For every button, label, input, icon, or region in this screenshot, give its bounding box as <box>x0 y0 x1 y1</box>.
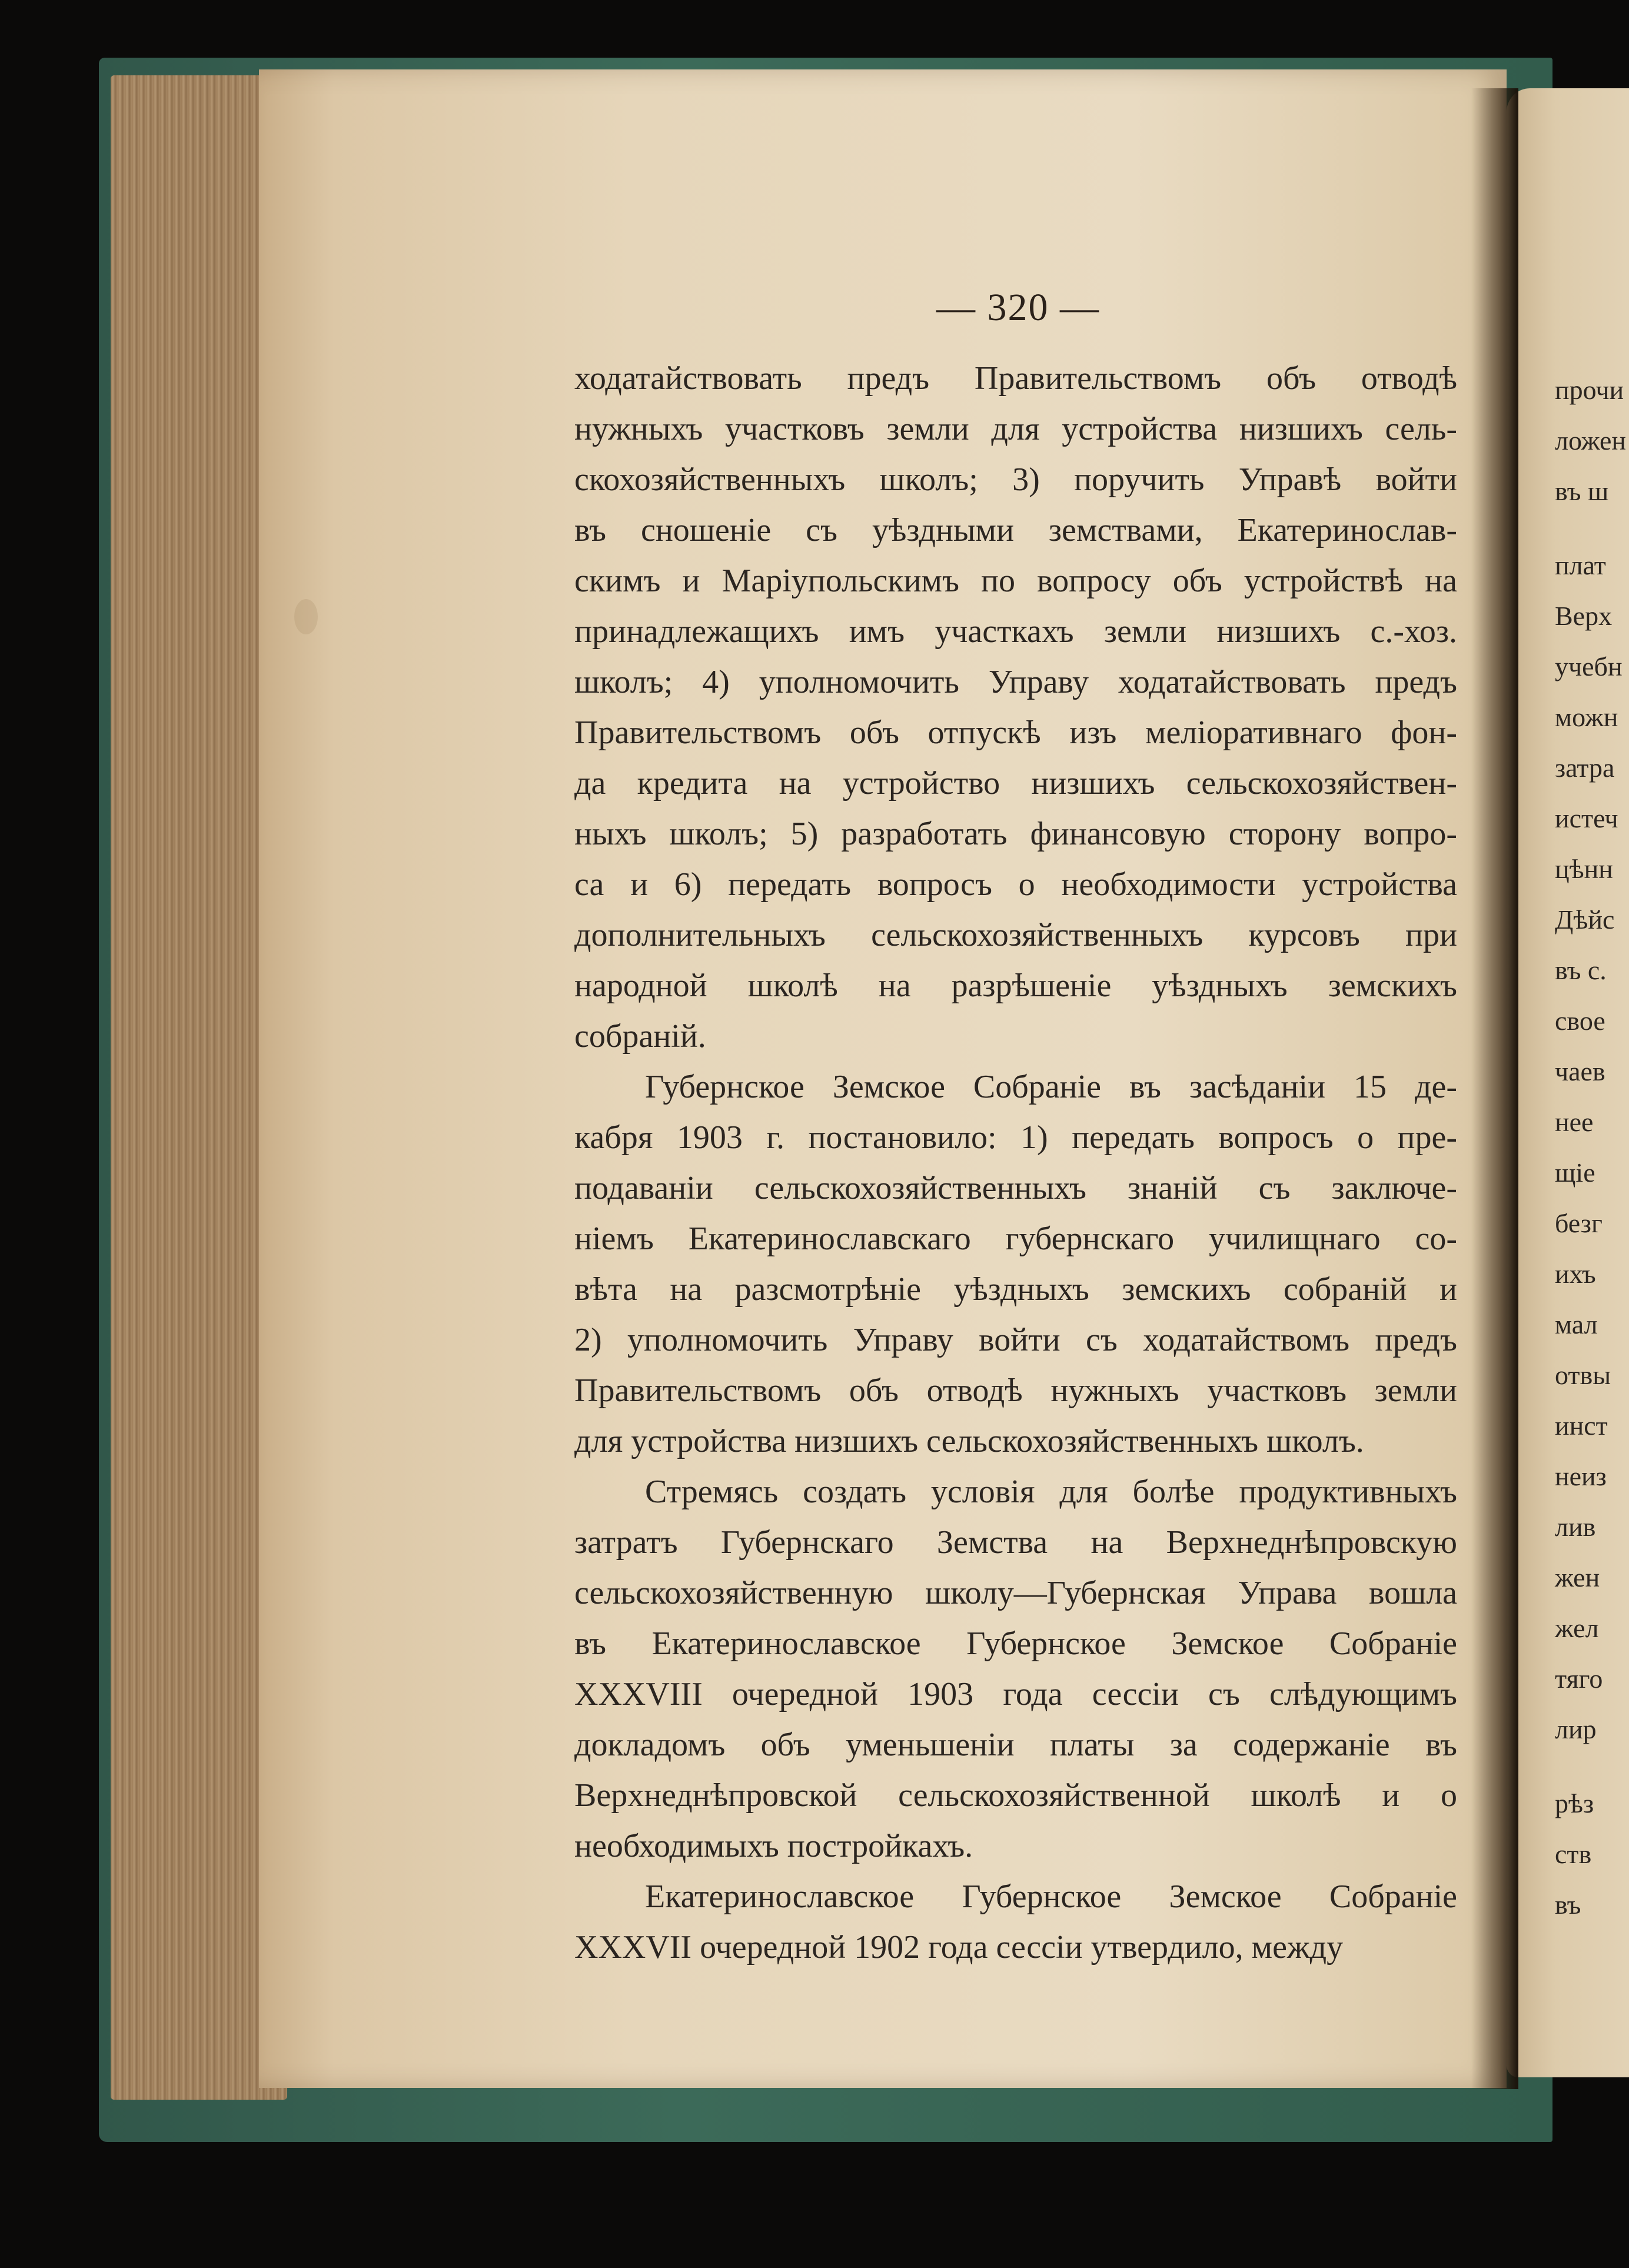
text-line: собраній. <box>574 1018 706 1055</box>
text-line: ныхъ школъ; 5) разработать финансовую сторону вопро- <box>574 816 1457 852</box>
next-page-line: ств <box>1555 1839 1592 1869</box>
next-page <box>1507 88 1629 2077</box>
next-page-line: жел <box>1555 1613 1599 1643</box>
next-page-text <box>1555 365 1626 1930</box>
next-page-line: лир <box>1555 1714 1597 1744</box>
next-page-line <box>1555 517 1626 540</box>
text-line: школъ; 4) уполномочить Управу ходатайствовать предъ <box>574 664 1457 700</box>
paper-stain <box>294 599 318 634</box>
next-page-line: жен <box>1555 1562 1600 1592</box>
text-line: народной школѣ на разрѣшеніе уѣздныхъ земскихъ <box>574 967 1457 1004</box>
text-line: скохозяйственныхъ школъ; 3) поручить Управѣ войти <box>574 461 1457 498</box>
next-page-line: щіе <box>1555 1158 1595 1188</box>
text-line: XXXVIII очередной 1903 года сессіи съ слѣдующимъ <box>574 1676 1457 1712</box>
text-line: ходатайствовать предъ Правительствомъ объ отводѣ <box>574 360 1457 397</box>
text-line: подаваніи сельскохозяйственныхъ знаній съ заключе- <box>574 1170 1457 1206</box>
text-line: Стремясь создать условія для болѣе продуктивныхъ <box>645 1474 1457 1510</box>
text-line: сельскохозяйственную школу—Губернская Управа вошла <box>574 1575 1457 1611</box>
next-page-line: Верх <box>1555 601 1613 631</box>
page-text <box>574 353 1457 1973</box>
text-line: са и 6) передать вопросъ о необходимости устройства <box>574 866 1457 903</box>
next-page-line: истеч <box>1555 803 1618 833</box>
text-line: ніемъ Екатеринославскаго губернскаго училищнаго со- <box>574 1221 1457 1257</box>
text-line: Губернское Земское Собраніе въ засѣданіи 15 де- <box>645 1069 1457 1105</box>
text-line: XXXVII очередной 1902 года сессіи утвердило, между <box>574 1929 1344 1966</box>
text-line: Правительствомъ объ отпускѣ изъ меліоративнаго фон- <box>574 714 1457 751</box>
next-page-line: тяго <box>1555 1664 1603 1694</box>
next-page-line: Дѣйс <box>1555 904 1615 935</box>
text-line: затратъ Губернскаго Земства на Верхнеднѣпровскую <box>574 1524 1457 1561</box>
next-page-line: ложен <box>1555 425 1627 455</box>
text-line: принадлежащихъ имъ участкахъ земли низшихъ с.-хоз. <box>574 613 1457 650</box>
text-line: дополнительныхъ сельскохозяйственныхъ курсовъ при <box>574 917 1457 953</box>
text-line: необходимыхъ постройкахъ. <box>574 1828 973 1864</box>
text-line: Екатеринославское Губернское Земское Собраніе <box>645 1878 1457 1915</box>
next-page-line: свое <box>1555 1006 1605 1036</box>
text-line: кабря 1903 г. постановило: 1) передать вопросъ о пре- <box>574 1119 1457 1156</box>
next-page-line: можн <box>1555 702 1618 732</box>
next-page-line: мал <box>1555 1309 1598 1339</box>
text-line: для устройства низшихъ сельскохозяйственныхъ школъ. <box>574 1423 1364 1459</box>
next-page-line: рѣз <box>1555 1788 1594 1818</box>
page-number: — 320 — <box>936 286 1100 329</box>
next-page-line: учебн <box>1555 651 1623 681</box>
book-gutter <box>1471 88 1518 2089</box>
next-page-line: въ с. <box>1555 955 1607 985</box>
next-page-line: затра <box>1555 753 1615 783</box>
text-line: да кредита на устройство низшихъ сельскохозяйствен- <box>574 765 1457 802</box>
text-line: скимъ и Маріупольскимъ по вопросу объ устройствѣ на <box>574 563 1457 599</box>
next-page-line: нее <box>1555 1107 1594 1137</box>
text-line: Правительствомъ объ отводѣ нужныхъ участковъ земли <box>574 1372 1457 1409</box>
text-line: 2) уполномочить Управу войти съ ходатайствомъ предъ <box>574 1322 1457 1358</box>
text-line: въ сношеніе съ уѣздными земствами, Екатеринослав- <box>574 512 1457 548</box>
next-page-line: въ <box>1555 1890 1581 1920</box>
next-page-line: чаев <box>1555 1056 1605 1086</box>
next-page-line: отвы <box>1555 1360 1611 1390</box>
next-page-line: прочи <box>1555 375 1624 405</box>
next-page-line: неиз <box>1555 1461 1607 1491</box>
next-page-line: ихъ <box>1555 1259 1596 1289</box>
text-line: Верхнеднѣпровской сельскохозяйственной школѣ и о <box>574 1777 1457 1814</box>
next-page-line: безг <box>1555 1208 1603 1238</box>
next-page-line: лив <box>1555 1512 1596 1542</box>
text-line: нужныхъ участковъ земли для устройства низшихъ сель- <box>574 411 1457 447</box>
next-page-line <box>1555 1755 1626 1778</box>
next-page-line: плат <box>1555 550 1606 580</box>
text-line: докладомъ объ уменьшеніи платы за содержаніе въ <box>574 1727 1457 1763</box>
text-line: вѣта на разсмотрѣніе уѣздныхъ земскихъ собраній и <box>574 1271 1457 1308</box>
text-line: въ Екатеринославское Губернское Земское Собраніе <box>574 1625 1457 1662</box>
next-page-line: цѣнн <box>1555 854 1613 884</box>
next-page-line: инст <box>1555 1411 1608 1441</box>
next-page-line: въ ш <box>1555 476 1609 506</box>
